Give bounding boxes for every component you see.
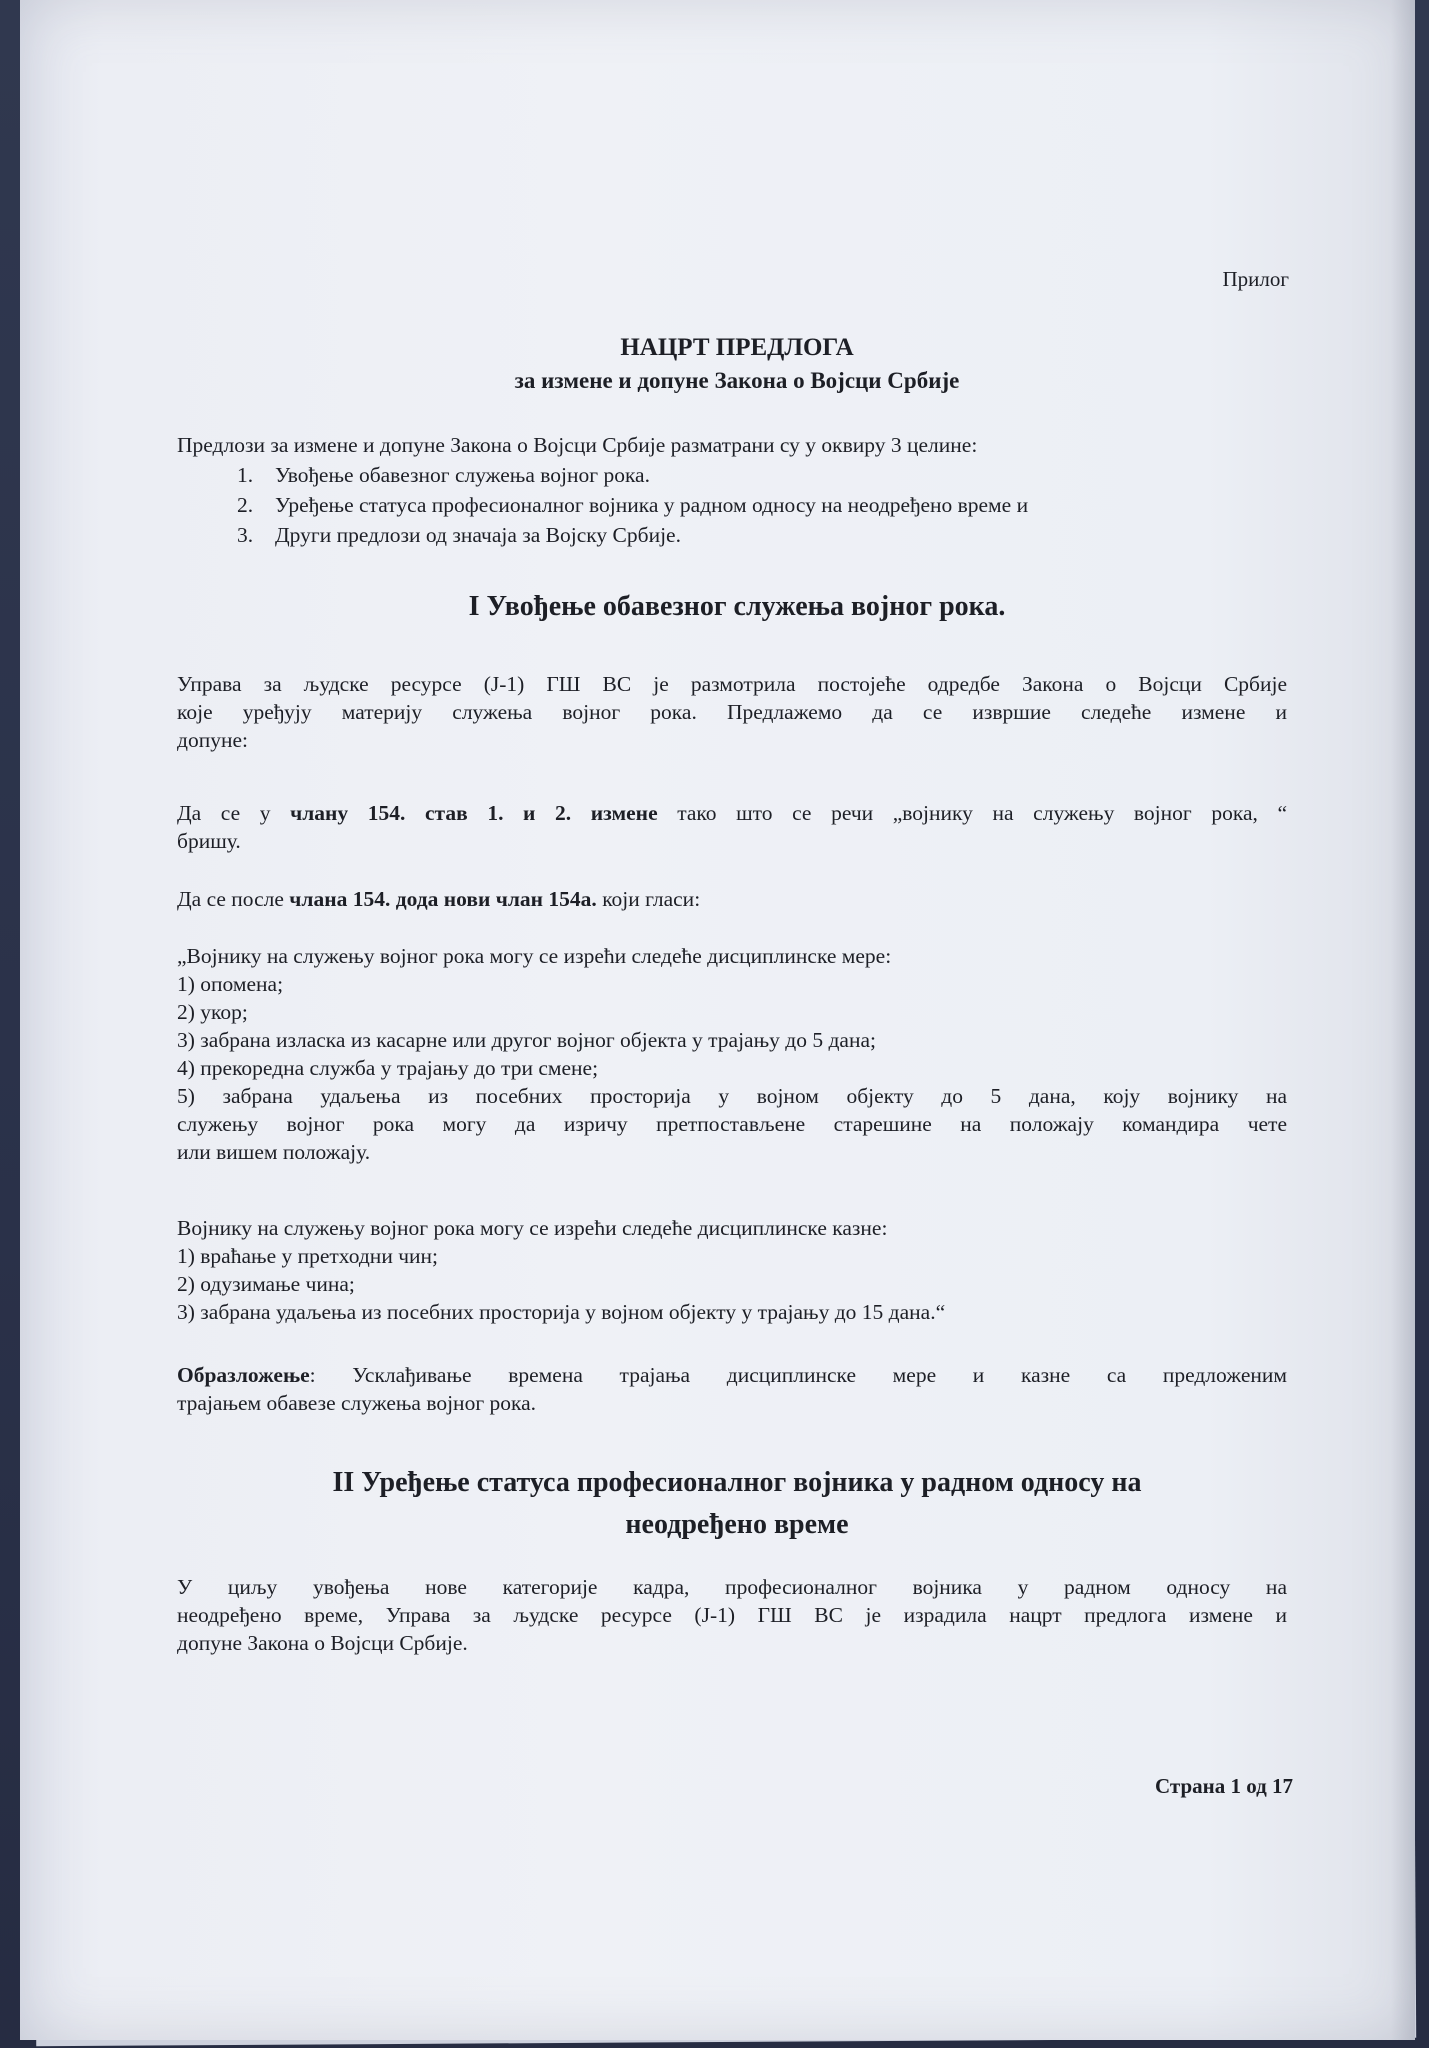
section-2-paragraph-1	[177, 1573, 1287, 1657]
penalty-item: 1) враћање у претходни чин;	[177, 1244, 438, 1268]
article-reference: члану 154. став 1. и 2. измене	[290, 801, 658, 825]
paragraph-line	[177, 885, 1287, 913]
list-item-number: 3.	[237, 523, 254, 547]
amendment-article-154a	[177, 885, 1287, 913]
list-item	[237, 490, 1028, 520]
text-run: тако што се речи „војнику на служењу војног рока, “	[657, 801, 1287, 825]
justification-label: Образложење	[177, 1363, 310, 1387]
heading-line: II Уређење статуса професионалног војника у радном односу на	[332, 1467, 1142, 1498]
list-item-text: Увођење обавезног служења војног рока.	[275, 463, 650, 487]
section-2-heading	[177, 1462, 1297, 1546]
document-subtitle: за измене и допуне Закона о Војсци Србије	[514, 368, 960, 393]
measure-item: 1) опомена;	[177, 972, 284, 996]
paragraph-line: допуне:	[177, 728, 248, 752]
disciplinary-penalties	[177, 1214, 1287, 1326]
paragraph-line	[177, 799, 1287, 827]
justification-paragraph	[177, 1361, 1287, 1417]
measure-item: 4) прекоредна служба у трајању до три смене;	[177, 1056, 599, 1080]
list-item	[237, 520, 1028, 550]
page-number: Страна 1 од 17	[1154, 1774, 1293, 1798]
paragraph-line: трајањем обавезе служења војног рока.	[177, 1391, 537, 1415]
paragraph-line: Управа за људске ресурсе (Ј-1) ГШ ВС је размотрила постојеће одредбе Закона о Војсци Србије	[177, 672, 1287, 696]
penalty-item: 2) одузимање чина;	[177, 1272, 355, 1296]
intro-paragraph: Предлози за измене и допуне Закона о Војсци Србије разматрани су у оквиру 3 целине:	[177, 433, 978, 457]
measure-item-continuation: или вишем положају.	[177, 1140, 371, 1164]
list-item-text: Уређење статуса професионалног војника у радном односу на неодређено време и	[275, 493, 1029, 517]
list-item	[237, 460, 1028, 490]
paragraph-line: које уређују материју служења војног рока. Предлажемо да се извршие следеће измене и	[177, 700, 1287, 724]
section-1-heading: I Увођење обавезног служења војног рока.	[468, 591, 1006, 622]
list-item-number: 2.	[237, 493, 254, 517]
parts-list	[177, 460, 1028, 550]
measure-item-continuation: служењу војног рока могу да изричу претпостављене старешине на положају командира чете	[177, 1112, 1287, 1136]
paragraph-line: У циљу увођења нове категорије кадра, професионалног војника у радном односу на	[177, 1575, 1287, 1599]
list-item-text: Други предлози од значаја за Војску Србије.	[275, 523, 681, 547]
measure-item: 5) забрана удаљења из посебних просторија у војном објекту до 5 дана, коју војнику на	[177, 1084, 1287, 1108]
text-run: који гласи:	[596, 887, 701, 911]
disciplinary-measures	[177, 942, 1287, 1166]
page-edge-shadow	[1391, 0, 1415, 2040]
paragraph-line: допуне Закона о Војсци Србије.	[177, 1631, 468, 1655]
penalties-lead: Војнику на служењу војног рока могу се изрећи следеће дисциплинске казне:	[177, 1216, 888, 1240]
section-1-paragraph-1	[177, 670, 1287, 754]
text-run: Да се после	[177, 887, 290, 911]
amendment-article-154	[177, 799, 1287, 855]
measure-item: 3) забрана изласка из касарне или другог војног објекта у трајању до 5 дана;	[177, 1028, 876, 1052]
article-reference: члана 154. дода нови члан 154а.	[289, 887, 597, 911]
annex-label: Прилог	[1222, 267, 1289, 291]
text-run: : Усклађивање времена трајања дисциплинске мере и казне са предложеним	[309, 1363, 1287, 1387]
paragraph-line: неодређено време, Управа за људске ресурсе (Ј-1) ГШ ВС је израдила нацрт предлога измене и	[177, 1603, 1287, 1627]
paragraph-line	[177, 1361, 1287, 1389]
measure-item: 2) укор;	[177, 1000, 248, 1024]
paragraph-line: бришу.	[177, 829, 241, 853]
text-run: Да се у	[177, 801, 291, 825]
measures-lead: „Војнику на служењу војног рока могу се изрећи следеће дисциплинске мере:	[177, 944, 892, 968]
list-item-number: 1.	[237, 463, 254, 487]
document-page	[20, 0, 1415, 2040]
document-title: НАЦРТ ПРЕДЛОГА	[620, 334, 854, 361]
heading-line: неодређено време	[625, 1509, 849, 1540]
penalty-item: 3) забрана удаљења из посебних просторија у војном објекту у трајању до 15 дана.“	[177, 1300, 946, 1324]
